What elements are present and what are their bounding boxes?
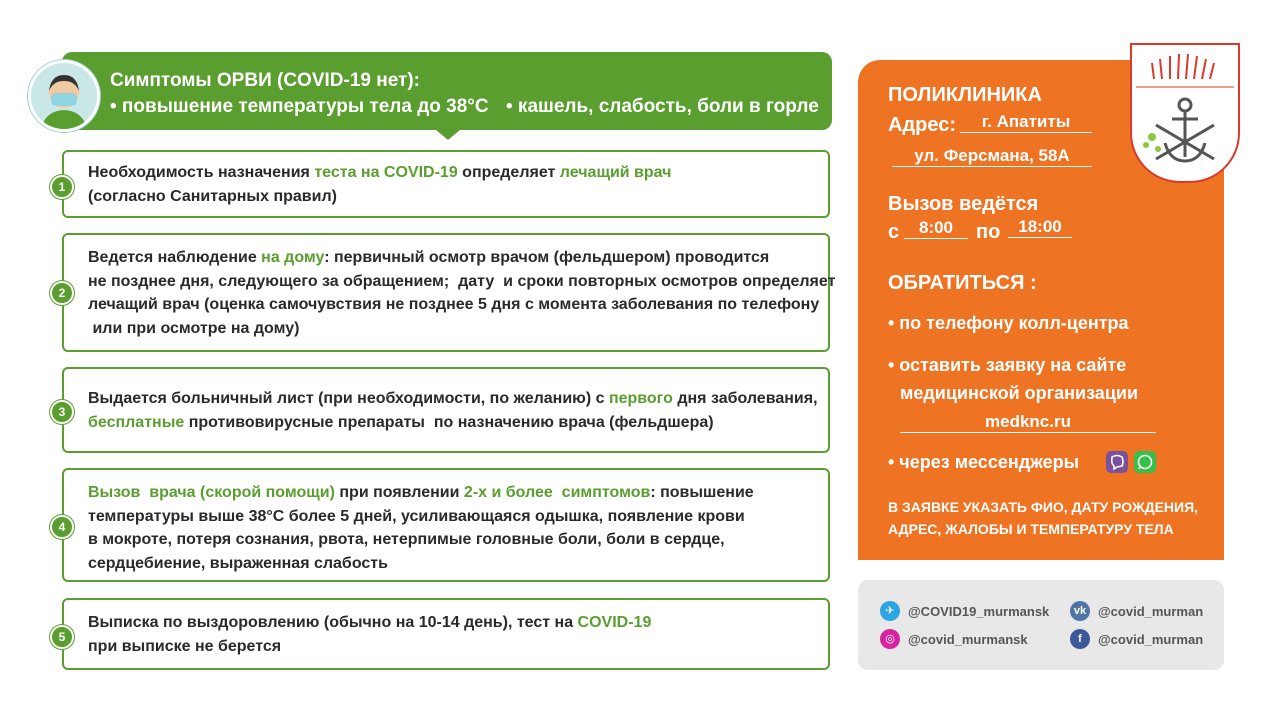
step-4-text [88,481,754,575]
step-text-run: при выписке не берется [88,637,282,655]
highlight-text: COVID-19 [577,614,652,631]
step-line [88,635,651,659]
step-text-run: не позднее дня, следующего за обращением; дату и сроки повторных осмотров определяет [88,272,836,290]
step-5-number: 5 [50,625,74,649]
step-text-run: лечащий врач (оценка самочувствия не позднее 5 дня с момента заболевания по телефону [88,296,820,313]
step-1-number: 1 [50,175,74,199]
contact-site-org: медицинской организации [900,383,1139,403]
to-time: 18:00 [1008,217,1072,238]
site-link[interactable]: medknc.ru [900,412,1156,433]
step-text-run: сердцебиение, выраженная слабость [88,554,388,572]
step-5-box [62,598,830,670]
contact-site: • оставить заявку на сайте [888,355,1127,375]
step-text-run: определяет [457,164,560,181]
facebook-handle[interactable]: @covid_murman [1098,632,1204,647]
step-line [88,246,835,270]
step-line [88,387,818,411]
vk-icon[interactable]: vk [1070,601,1090,621]
instagram-icon[interactable]: ◎ [880,629,900,649]
step-text-run: Выписка по выздоровлению (обычно на 10-14 день), тест на [88,614,578,631]
viber-icon[interactable] [1106,451,1128,473]
step-3-number: 3 [50,400,74,424]
step-text-run: Выдается больничный лист (при необходимости, по желанию) с [88,390,609,407]
step-text-run: в мокроте, потеря сознания, рвота, нетерпимые головные боли, боли в сердце, [88,531,725,548]
step-text-run: (согласно Санитарных правил) [88,187,337,205]
step-text-run: или при осмотре на дому) [88,319,300,337]
step-4-box [62,468,830,582]
highlight-text: первого [608,390,673,407]
symptom-cough: • кашель, слабость, боли в горле [506,96,819,117]
step-5-text [88,611,651,658]
vk-handle[interactable]: @covid_murman [1098,604,1204,619]
highlight-text: лечащий врач [559,164,672,181]
symptom-fever: • повышение температуры тела до 38°С [110,96,489,117]
request-note: В ЗАЯВКЕ УКАЗАТЬ ФИО, ДАТУ РОЖДЕНИЯ, АДРЕС, ЖАЛОБЫ И ТЕМПЕРАТУРУ ТЕЛА [888,499,1199,537]
calls-label: Вызов ведётся [888,193,1039,215]
step-text-run: температуры выше 38°С более 5 дней, усиливающаяся одышка, появление крови [88,507,745,525]
contact-heading: ОБРАТИТЬСЯ : [888,272,1037,294]
contact-messengers: • через мессенджеры [888,452,1080,472]
step-text-run: противовирусные препараты по назначению врача (фельдшера) [184,413,714,431]
step-line [88,161,671,185]
telegram-handle[interactable]: @COVID19_murmansk [908,604,1050,619]
from-time: 8:00 [904,218,968,239]
step-line [88,185,671,209]
step-text-run: : первичный осмотр врачом (фельдшером) проводится [324,249,770,266]
address-city: г. Апатиты [960,112,1092,133]
highlight-text: на дому [261,249,325,266]
highlight-text: бесплатные [88,413,185,431]
address-street: ул. Ферсмана, 58А [892,146,1092,167]
symptoms-banner [62,52,832,130]
contact-phone: • по телефону колл-центра [888,313,1129,333]
step-text-run: : повышение [650,484,754,501]
telegram-icon[interactable]: ✈ [880,601,900,621]
step-text-run: Ведется наблюдение [88,249,262,266]
step-text-run: при появлении [334,484,464,501]
step-4-number: 4 [50,515,74,539]
highlight-text: Вызов врача (скорой помощи) [88,484,335,501]
highlight-text: 2-х и более симптомов [463,484,651,501]
symptoms-title: Симптомы ОРВИ (COVID-19 нет): [110,70,421,91]
step-line [88,552,754,576]
step-line [88,270,835,294]
highlight-text: теста на COVID-19 [314,164,458,181]
masked-person-icon [28,60,100,132]
step-text-run: Необходимость назначения [88,164,315,181]
step-3-box [62,367,830,453]
step-1-box [62,150,830,218]
step-2-text [88,246,835,340]
step-line [88,528,754,552]
clinic-heading: ПОЛИКЛИНИКА [888,84,1042,106]
step-line [88,505,754,529]
step-line [88,611,651,635]
step-3-text [88,387,818,434]
step-text-run: дня заболевания, [672,390,818,407]
step-line [88,293,835,317]
city-crest-icon [1130,43,1240,183]
step-2-number: 2 [50,281,74,305]
step-line [88,481,754,505]
from-label: с [888,221,900,243]
facebook-icon[interactable]: f [1070,629,1090,649]
to-label: по [976,221,1001,243]
address-label: Адрес: [888,114,956,136]
step-line [88,411,818,435]
step-2-box [62,233,836,352]
step-line [88,317,835,341]
instagram-handle[interactable]: @covid_murmansk [908,632,1028,647]
whatsapp-icon[interactable] [1134,451,1156,473]
step-1-text [88,161,671,208]
social-links [858,580,1224,670]
